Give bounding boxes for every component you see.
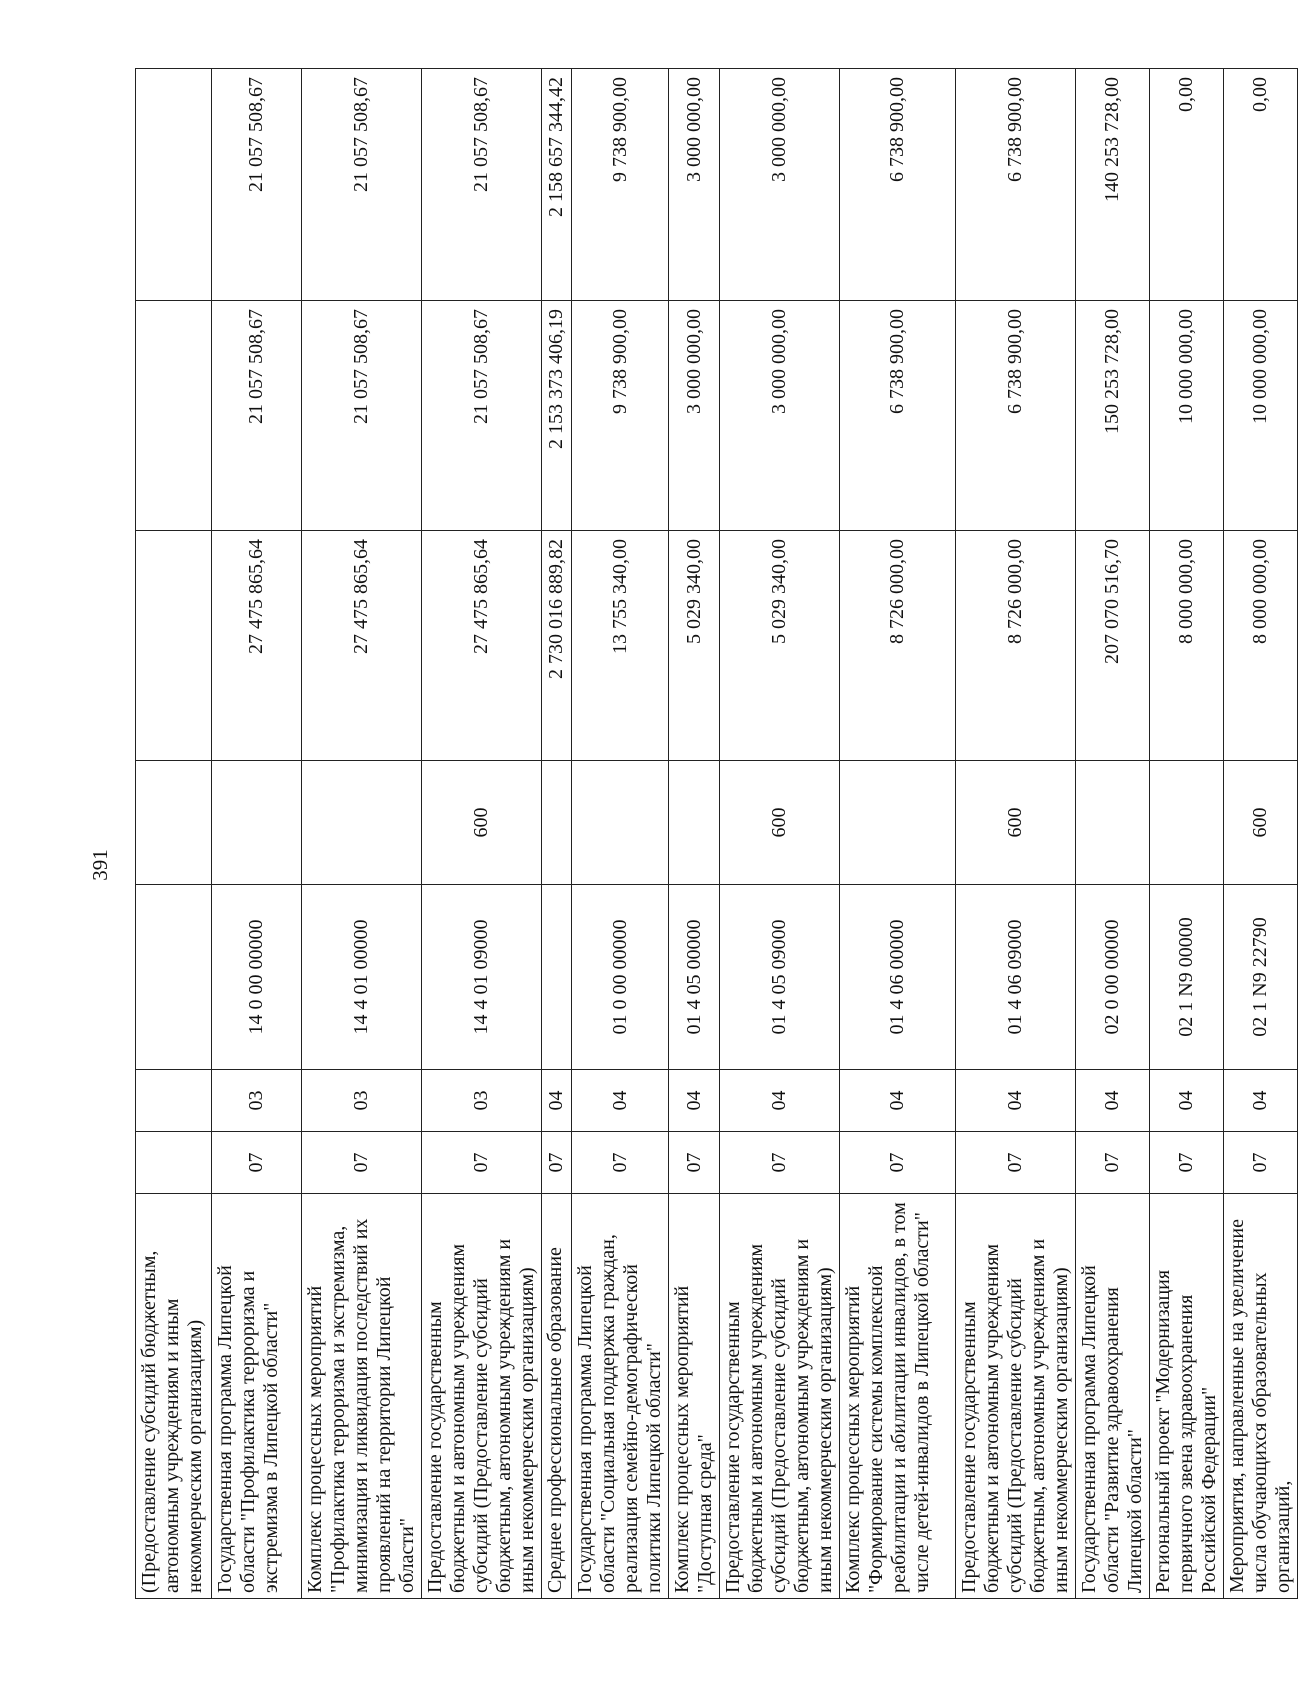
table-row [1150,69,1224,1599]
amount-year2-cell: 10 000 000,00 [1150,301,1224,531]
row-name-cell: Государственная программа Липецкой области "Развитие здравоохранения Липецкой области" [1076,1194,1150,1599]
subsection-code-cell: 04 [669,1070,720,1132]
expense-type-cell: 600 [1224,761,1298,885]
amount-year1-cell: 8 000 000,00 [1224,531,1298,761]
table-row [1076,69,1150,1599]
amount-year2-cell: 3 000 000,00 [720,301,840,531]
target-article-cell: 02 1 N9 22790 [1224,885,1298,1070]
table-row [956,69,1076,1599]
table-row [136,69,212,1599]
amount-year1-cell: 8 726 000,00 [956,531,1076,761]
amount-year3-cell: 9 738 900,00 [572,69,669,301]
row-name-cell: Комплекс процессных мероприятий "Доступная среда" [669,1194,720,1599]
subsection-code-cell: 04 [542,1070,572,1132]
section-code-cell: 07 [720,1132,840,1194]
table-row [422,69,542,1599]
target-article-cell: 14 4 01 00000 [302,885,422,1070]
amount-year3-cell: 21 057 508,67 [212,69,302,301]
amount-year1-cell: 27 475 865,64 [212,531,302,761]
amount-year3-cell: 21 057 508,67 [422,69,542,301]
amount-year1-cell: 27 475 865,64 [302,531,422,761]
amount-year2-cell: 10 000 000,00 [1224,301,1298,531]
expense-type-cell: 600 [422,761,542,885]
amount-year2-cell: 21 057 508,67 [302,301,422,531]
subsection-code-cell: 04 [1150,1070,1224,1132]
amount-year3-cell: 3 000 000,00 [669,69,720,301]
amount-year3-cell: 140 253 728,00 [1076,69,1150,301]
expense-type-cell [669,761,720,885]
expense-type-cell [1076,761,1150,885]
target-article-cell [136,885,212,1070]
page-number: 391 [88,849,112,881]
target-article-cell: 01 4 06 09000 [956,885,1076,1070]
amount-year1-cell: 207 070 516,70 [1076,531,1150,761]
subsection-code-cell [136,1070,212,1132]
row-name-cell: Государственная программа Липецкой области "Социальная поддержка граждан, реализация семейно-демографической политики Липецкой области" [572,1194,669,1599]
amount-year2-cell: 9 738 900,00 [572,301,669,531]
target-article-cell [542,885,572,1070]
expense-type-cell [542,761,572,885]
table-row [212,69,302,1599]
amount-year2-cell [136,301,212,531]
target-article-cell: 01 4 05 00000 [669,885,720,1070]
row-name-cell: Комплекс процессных мероприятий "Формирование системы комплексной реабилитации и абилитации инвалидов, в том числе детей-инвалидов в Липецкой области" [840,1194,956,1599]
table-row [720,69,840,1599]
amount-year1-cell: 13 755 340,00 [572,531,669,761]
amount-year1-cell: 5 029 340,00 [720,531,840,761]
section-code-cell: 07 [422,1132,542,1194]
row-name-cell: Предоставление государственным бюджетным и автономным учреждениям субсидий (Предоставление субсидий бюджетным, автономным учреждениям и иным некоммерческим организациям) [956,1194,1076,1599]
amount-year1-cell [136,531,212,761]
row-name-cell: Мероприятия, направленные на увеличение числа обучающихся образовательных организаций, [1224,1194,1298,1599]
amount-year3-cell: 21 057 508,67 [302,69,422,301]
amount-year2-cell: 150 253 728,00 [1076,301,1150,531]
amount-year2-cell: 6 738 900,00 [956,301,1076,531]
amount-year3-cell: 2 158 657 344,42 [542,69,572,301]
row-name-cell: Среднее профессиональное образование [542,1194,572,1599]
row-name-cell: Комплекс процессных мероприятий "Профилактика терроризма и экстремизма, минимизация и ликвидация последствий их проявлений на территории Липецкой области" [302,1194,422,1599]
amount-year2-cell: 21 057 508,67 [422,301,542,531]
subsection-code-cell: 04 [720,1070,840,1132]
expense-type-cell [212,761,302,885]
amount-year2-cell: 21 057 508,67 [212,301,302,531]
section-code-cell: 07 [212,1132,302,1194]
amount-year3-cell: 6 738 900,00 [840,69,956,301]
amount-year3-cell [136,69,212,301]
row-name-cell: Региональный проект "Модернизация первичного звена здравоохранения Российской Федерации" [1150,1194,1224,1599]
row-name-cell: Предоставление государственным бюджетным и автономным учреждениям субсидий (Предоставление субсидий бюджетным, автономным учреждениям и иным некоммерческим организациям) [720,1194,840,1599]
section-code-cell [136,1132,212,1194]
section-code-cell: 07 [1150,1132,1224,1194]
expense-type-cell [136,761,212,885]
amount-year1-cell: 27 475 865,64 [422,531,542,761]
subsection-code-cell: 03 [212,1070,302,1132]
row-name-cell: Государственная программа Липецкой области "Профилактика терроризма и экстремизма в Липецкой области" [212,1194,302,1599]
subsection-code-cell: 04 [840,1070,956,1132]
amount-year1-cell: 2 730 016 889,82 [542,531,572,761]
subsection-code-cell: 04 [1076,1070,1150,1132]
amount-year1-cell: 8 726 000,00 [840,531,956,761]
expense-type-cell [1150,761,1224,885]
expense-type-cell [840,761,956,885]
target-article-cell: 02 1 N9 00000 [1150,885,1224,1070]
amount-year3-cell: 3 000 000,00 [720,69,840,301]
amount-year1-cell: 5 029 340,00 [669,531,720,761]
budget-table [135,68,1298,1599]
row-name-cell: Предоставление государственным бюджетным и автономным учреждениям субсидий (Предоставление субсидий бюджетным, автономным учреждениям и иным некоммерческим организациям) [422,1194,542,1599]
subsection-code-cell: 03 [422,1070,542,1132]
amount-year2-cell: 2 153 373 406,19 [542,301,572,531]
table-row [1224,69,1298,1599]
subsection-code-cell: 04 [1224,1070,1298,1132]
amount-year3-cell: 0,00 [1224,69,1298,301]
target-article-cell: 01 4 05 09000 [720,885,840,1070]
expense-type-cell [572,761,669,885]
amount-year3-cell: 0,00 [1150,69,1224,301]
rotated-table-sheet [135,69,1294,1599]
table-row [302,69,422,1599]
subsection-code-cell: 03 [302,1070,422,1132]
table-row [572,69,669,1599]
expense-type-cell: 600 [720,761,840,885]
table-row [669,69,720,1599]
target-article-cell: 02 0 00 00000 [1076,885,1150,1070]
section-code-cell: 07 [840,1132,956,1194]
section-code-cell: 07 [669,1132,720,1194]
amount-year2-cell: 6 738 900,00 [840,301,956,531]
section-code-cell: 07 [542,1132,572,1194]
section-code-cell: 07 [1224,1132,1298,1194]
row-name-cell: (Предоставление субсидий бюджетным, автономным учреждениям и иным некоммерческим организациям) [136,1194,212,1599]
table-row [840,69,956,1599]
amount-year2-cell: 3 000 000,00 [669,301,720,531]
target-article-cell: 14 0 00 00000 [212,885,302,1070]
expense-type-cell [302,761,422,885]
amount-year1-cell: 8 000 000,00 [1150,531,1224,761]
table-row [542,69,572,1599]
expense-type-cell: 600 [956,761,1076,885]
subsection-code-cell: 04 [956,1070,1076,1132]
target-article-cell: 01 0 00 00000 [572,885,669,1070]
target-article-cell: 01 4 06 00000 [840,885,956,1070]
subsection-code-cell: 04 [572,1070,669,1132]
section-code-cell: 07 [302,1132,422,1194]
section-code-cell: 07 [956,1132,1076,1194]
target-article-cell: 14 4 01 09000 [422,885,542,1070]
section-code-cell: 07 [572,1132,669,1194]
amount-year3-cell: 6 738 900,00 [956,69,1076,301]
section-code-cell: 07 [1076,1132,1150,1194]
